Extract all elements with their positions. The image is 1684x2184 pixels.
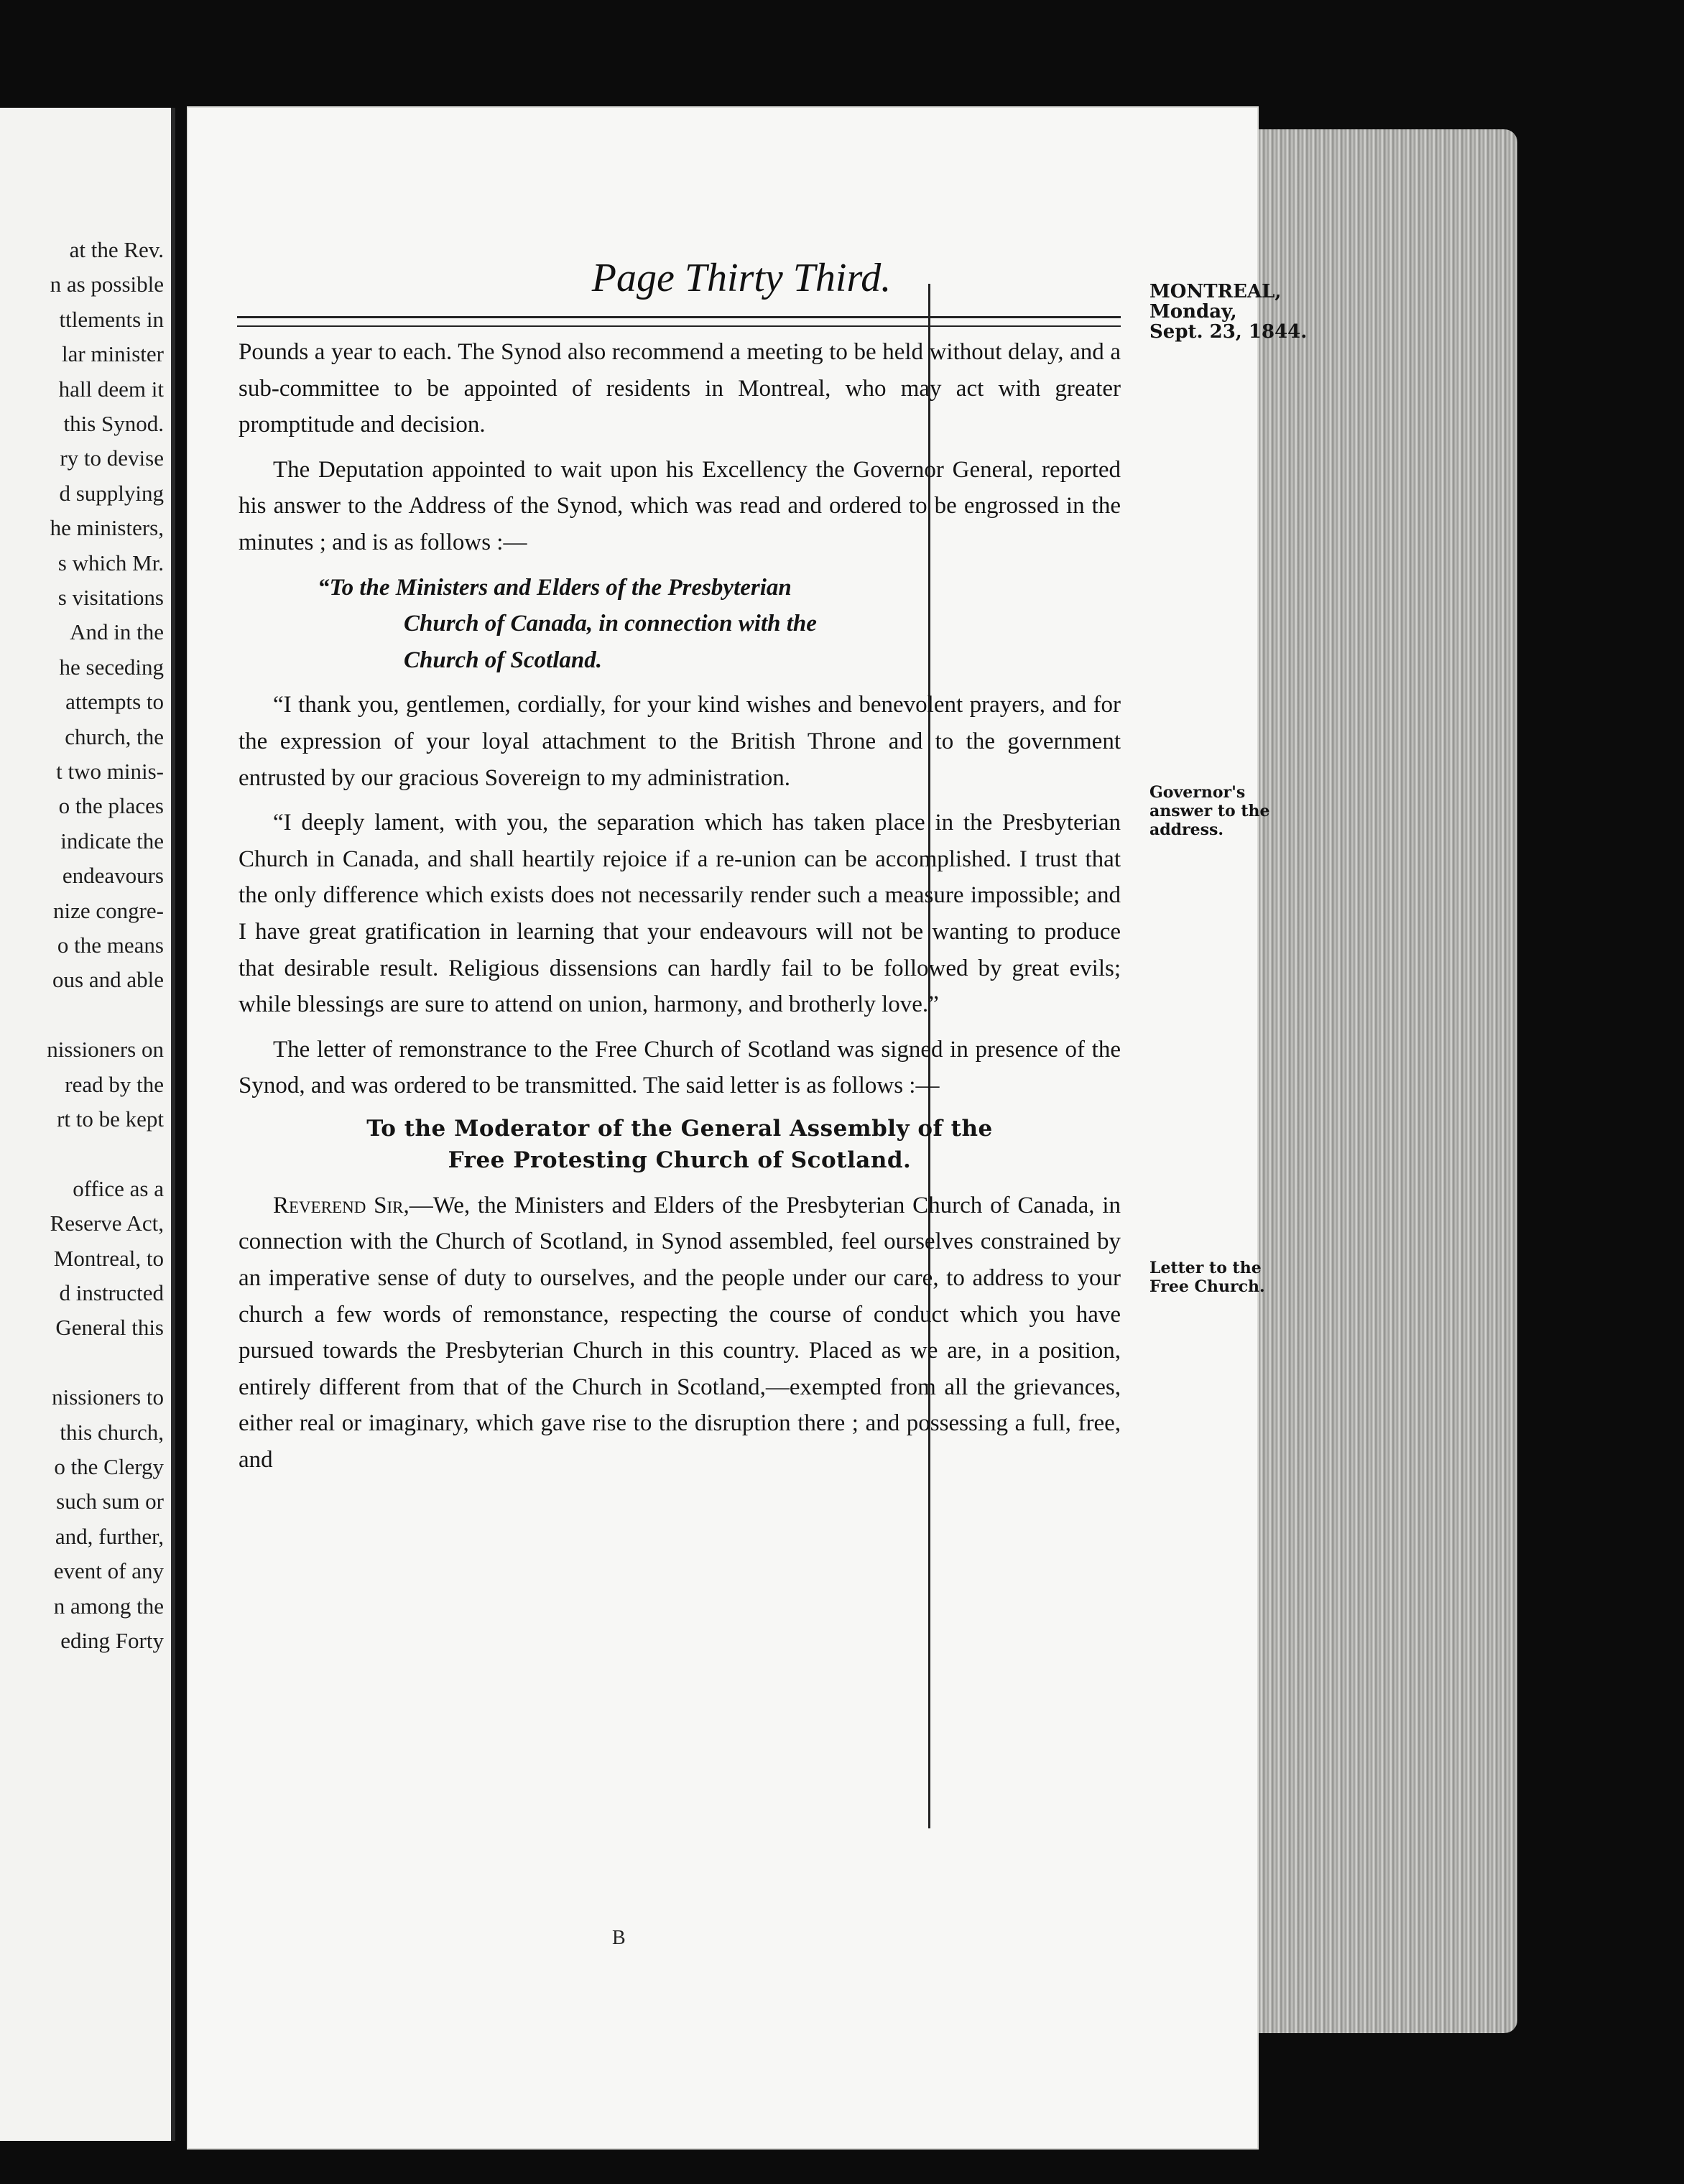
previous-page-line: hall deem it [58, 376, 164, 402]
address-line-1: “To the Ministers and Elders of the Presbyterian [318, 574, 792, 601]
previous-page-line: read by the [65, 1071, 164, 1097]
previous-page-line: he ministers, [50, 515, 164, 541]
page-block-edges [1257, 129, 1517, 2033]
previous-page-line: endeavours [62, 863, 164, 889]
previous-page-line: d instructed [59, 1280, 164, 1305]
previous-page-line: ttlements in [59, 306, 164, 332]
margin-place: MONTREAL, [1149, 281, 1282, 302]
previous-page-line: o the Clergy [54, 1454, 164, 1479]
body-text [239, 334, 1121, 1487]
previous-page-line: and, further, [55, 1523, 164, 1549]
previous-page-line: nissioners on [47, 1037, 164, 1063]
previous-page-line: And in the [70, 619, 164, 645]
previous-page-line: such sum or [56, 1489, 164, 1514]
previous-page-line: at the Rev. [69, 237, 164, 262]
previous-page-line: he seceding [59, 654, 164, 680]
previous-page-line: o the places [58, 793, 164, 819]
previous-page-line: n among the [53, 1593, 164, 1619]
margin-dateline [1149, 282, 1322, 342]
previous-page-line: t two minis- [56, 759, 164, 784]
previous-page-line: s visitations [57, 585, 164, 610]
previous-page-line: eding Forty [60, 1628, 164, 1653]
paragraph-6-text: —We, the Ministers and Elders of the Presbyterian Church of Canada, in connection with the Church of Scotland, in Synod assembled, feel ourselves constrained by an imperative sense of duty to ourselves, and the people under our care, to address to your church a few words of remonstance, respecting the course of conduct which you have pursued towards the Presbyterian Church in this country. Placed as we are, in a position, entirely different from that of the Church in Scotland,—exempted from all the grievances, either real or imaginary, which gave rise to the disruption there ; and possessing a full, free, and [239, 1192, 1121, 1473]
paragraph-4: “I deeply lament, with you, the separation which has taken place in the Presbyterian Church in Canada, and shall heartily rejoice if a re-union can be accomplished. I trust that the only difference which exists does not necessarily render such a measure impossible; and I have great gratification in learning that your endeavours will not be wanting to produce that desirable result. Religious dissensions can hardly fail to be followed by great evils; while blessings are sure to attend on union, harmony, and brotherly love.” [239, 810, 1121, 1018]
margin-note-governor: Governor's answer to the address. [1149, 783, 1270, 839]
header-rule [237, 316, 1121, 327]
previous-page-line: church, the [65, 723, 164, 749]
paragraph-1: Pounds a year to each. The Synod also recommend a meeting to be held without delay, and a sub-committee to be appointed of residents in Montreal, who may act with greater promptitude and decision. [239, 339, 1121, 438]
address-line-2: Church of Canada, in connection with the [404, 611, 817, 637]
previous-page-line: nissioners to [52, 1384, 164, 1410]
margin-note-letter: Letter to the Free Church. [1149, 1259, 1265, 1296]
previous-page [0, 108, 175, 2141]
letter-heading-line-2: Free Protesting Church of Scotland. [448, 1147, 912, 1173]
previous-page-line: o the means [57, 933, 164, 958]
margin-day: Monday, [1149, 301, 1237, 323]
previous-page-line: n as possible [50, 272, 164, 297]
salutation: Reverend Sir, [273, 1192, 410, 1218]
address-line-3: Church of Scotland. [404, 647, 602, 673]
previous-page-line: lar minister [61, 341, 164, 367]
previous-page-line: s which Mr. [57, 550, 164, 575]
previous-page-line: office as a [73, 1175, 164, 1201]
address-heading [239, 570, 1121, 679]
previous-page-line: attempts to [65, 689, 164, 715]
paragraph-2: The Deputation appointed to wait upon his Excellency the Governor General, reported his answer to the Address of the Synod, which was read and ordered to be engrossed in the minutes ; and is as follows :— [239, 456, 1121, 555]
signature-mark: B [612, 1927, 626, 1949]
margin-date: Sept. 23, 1844. [1149, 321, 1308, 343]
paragraph-6 [239, 1188, 1121, 1479]
letter-heading [239, 1113, 1121, 1176]
previous-page-line: ry to devise [60, 445, 164, 471]
previous-page-line: General this [55, 1315, 164, 1341]
previous-page-line: this church, [60, 1419, 164, 1445]
previous-page-line: nize congre- [52, 897, 164, 923]
paragraph-5: The letter of remonstrance to the Free Church of Scotland was signed in presence of the Synod, and was ordered to be transmitted. The said letter is as follows :— [239, 1036, 1121, 1099]
previous-page-line: ous and able [52, 967, 164, 993]
previous-page-line: event of any [53, 1558, 164, 1584]
previous-page-line: Montreal, to [53, 1245, 164, 1271]
previous-page-line: d supplying [59, 480, 164, 506]
page [188, 108, 1308, 2148]
running-head: Page Thirty Third. [591, 256, 892, 300]
previous-page-line: rt to be kept [57, 1106, 164, 1132]
letter-heading-line-1: To the Moderator of the General Assembly of the [366, 1115, 993, 1142]
previous-page-line: Reserve Act, [50, 1211, 164, 1236]
previous-page-line: this Synod. [63, 411, 164, 436]
paragraph-3: “I thank you, gentlemen, cordially, for your kind wishes and benevolent prayers, and for the expression of your loyal attachment to the British Throne and to the government entrusted by our gracious Sovereign to my administration. [239, 692, 1121, 791]
previous-page-line: indicate the [60, 828, 164, 853]
